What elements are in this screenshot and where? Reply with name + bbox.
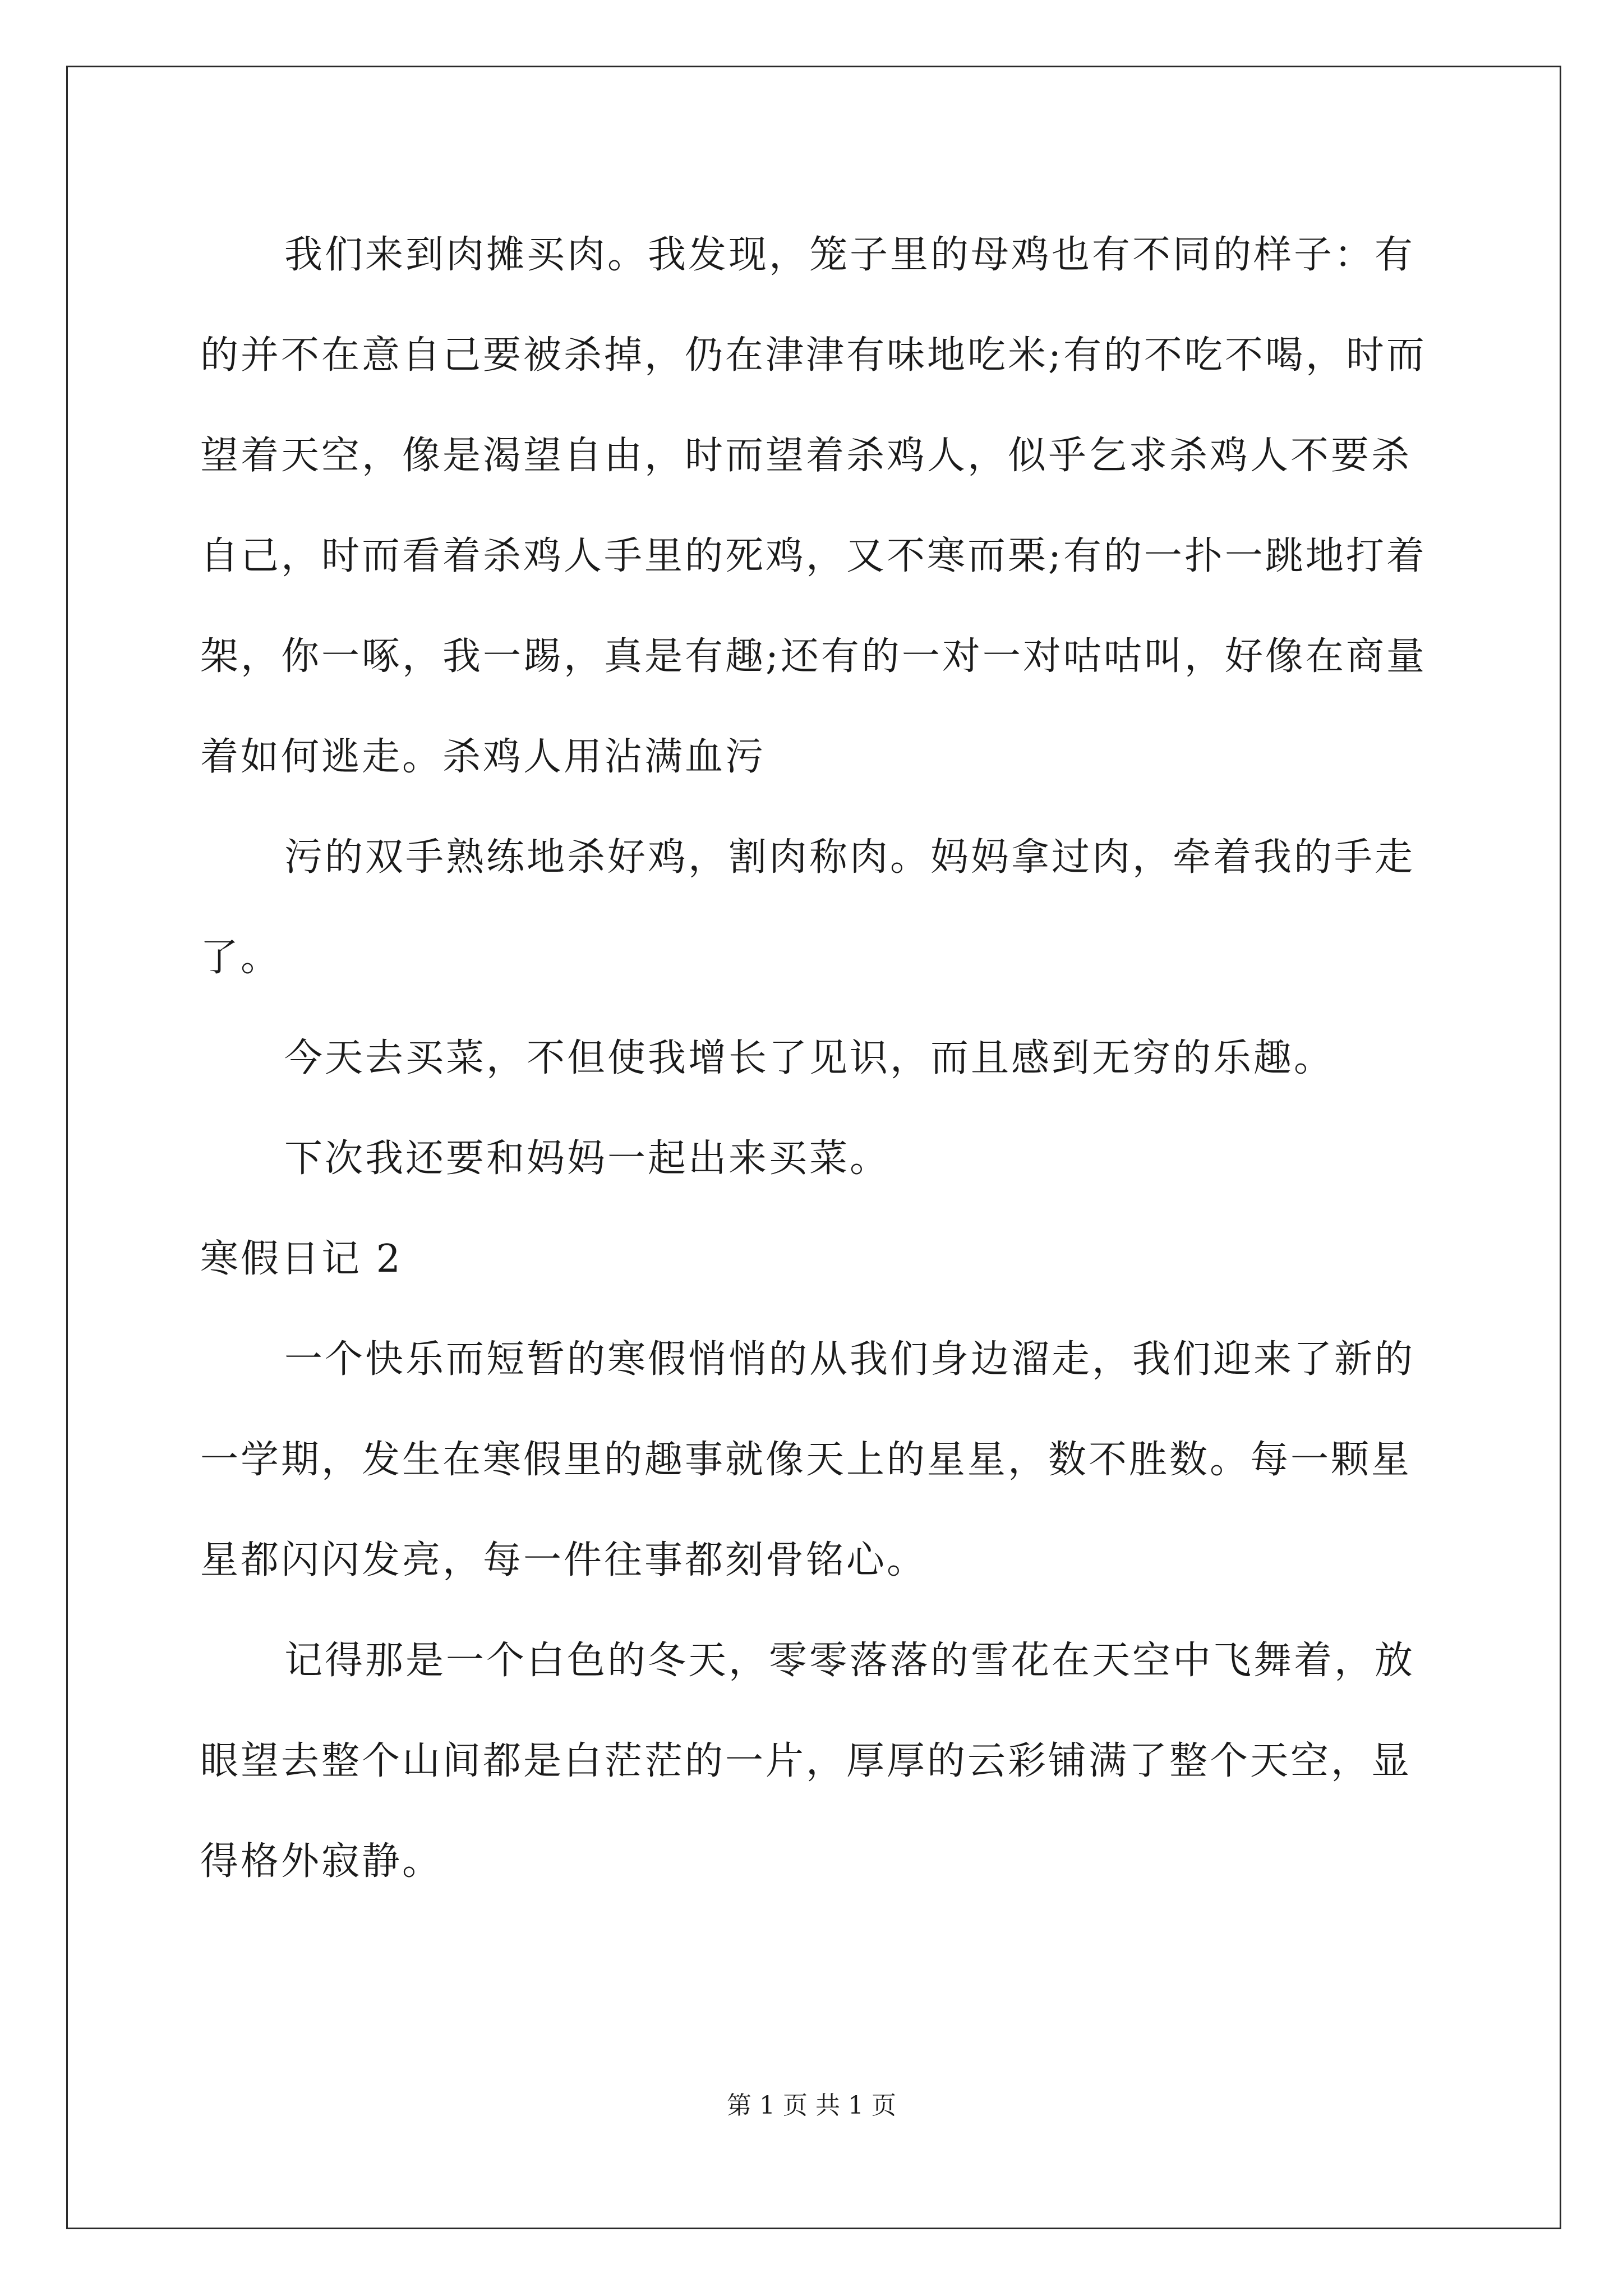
document-body — [200, 205, 1428, 1912]
page-footer: 第 1 页 共 1 页 — [727, 2091, 896, 2120]
paragraph-2: 污的双手熟练地杀好鸡，割肉称肉。妈妈拿过肉，牵着我的手走了。 — [200, 835, 1415, 980]
paragraph-3: 今天去买菜，不但使我增长了见识，而且感到无穷的乐趣。 — [284, 1036, 1335, 1080]
paragraph-5: 一个快乐而短暂的寒假悄悄的从我们身边溜走，我们迎来了新的一学期，发生在寒假里的趣事就像天上的星星，数不胜数。每一颗星星都闪闪发亮，每一件往事都刻骨铭心。 — [200, 1337, 1415, 1582]
section-heading: 寒假日记 2 — [200, 1237, 403, 1281]
paragraph-1: 我们来到肉摊买肉。我发现，笼子里的母鸡也有不同的样子：有的并不在意自己要被杀掉，仍在津津有味地吃米;有的不吃不喝，时而望着天空，像是渴望自由，时而望着杀鸡人，似乎乞求杀鸡人不要杀自己，时而看着杀鸡人手里的死鸡，又不寒而栗;有的一扑一跳地打着架，你一啄，我一踢，真是有趣;还有的一对一对咕咕叫，好像在商量着如何逃走。杀鸡人用沾满血污 — [200, 233, 1427, 779]
paragraph-6: 记得那是一个白色的冬天，零零落落的雪花在天空中飞舞着，放眼望去整个山间都是白茫茫的一片，厚厚的云彩铺满了整个天空，显得格外寂静。 — [200, 1639, 1415, 1884]
paragraph-4: 下次我还要和妈妈一起出来买菜。 — [284, 1137, 891, 1181]
